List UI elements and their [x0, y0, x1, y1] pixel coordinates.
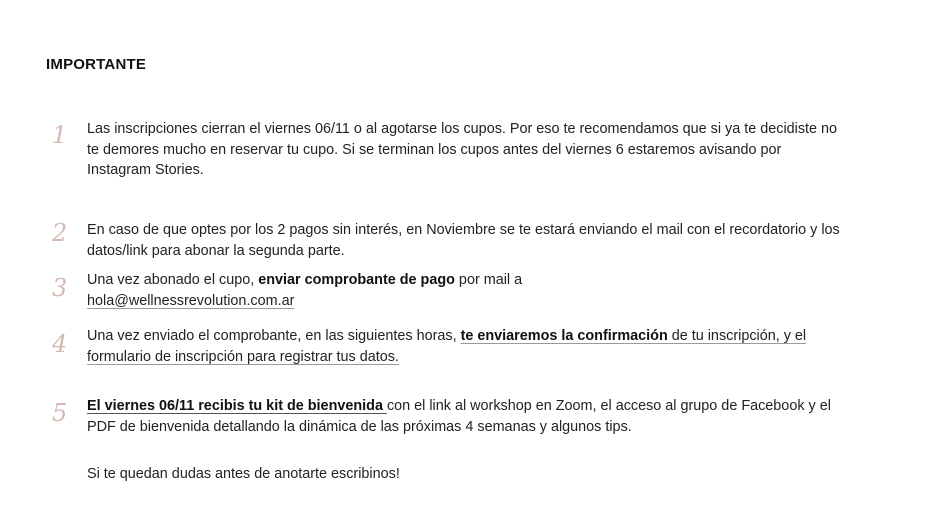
step-number-3: 3	[52, 274, 68, 302]
step-3-emphasis: enviar comprobante de pago	[258, 272, 455, 288]
step-number-5: 5	[52, 399, 68, 427]
step-text-5	[87, 396, 847, 437]
email-link[interactable]: hola@wellnessrevolution.com.ar	[87, 292, 295, 309]
closing-note: Si te quedan dudas antes de anotarte escribinos!	[87, 466, 400, 482]
step-number-1: 1	[52, 121, 68, 149]
step-text-4	[87, 326, 847, 367]
step-4-tail: de tu inscripción, y el formulario de inscripción para registrar tus datos.	[87, 328, 807, 365]
step-3-lead: Una vez abonado el cupo,	[87, 272, 259, 288]
step-number-2: 2	[52, 219, 68, 247]
step-text-1: Las inscripciones cierran el viernes 06/11 o al agotarse los cupos. Por eso te recomendamos que si ya te decidiste no te demores mucho en reservar tu cupo. Si se terminan los cupos antes del viernes 6 estaremos avisando por Instagram Stories.	[87, 121, 838, 178]
step-4-emphasis: te enviaremos la confirmación	[460, 328, 668, 344]
page-title: IMPORTANTE	[46, 56, 147, 73]
step-text-2: En caso de que optes por los 2 pagos sin interés, en Noviembre se te estará enviando el mail con el recordatorio y los datos/link para abonar la segunda parte.	[87, 222, 840, 259]
step-3-tail: por mail a	[454, 272, 523, 288]
step-text-3	[87, 270, 847, 311]
step-5-tail: con el link al workshop en Zoom, el acceso al grupo de Facebook y el PDF de bienvenida detallando la dinámica de las próximas 4 semanas y algunos tips.	[87, 398, 831, 435]
step-4-lead: Una vez enviado el comprobante, en las siguientes horas,	[87, 328, 461, 344]
step-5-emphasis: El viernes 06/11 recibis tu kit de bienvenida	[87, 398, 387, 414]
step-number-4: 4	[52, 330, 68, 358]
